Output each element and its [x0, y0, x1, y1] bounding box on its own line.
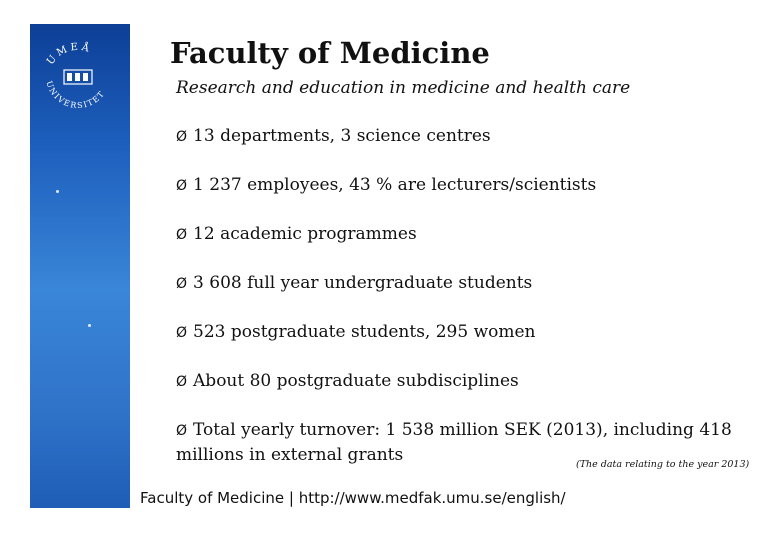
- list-item-text: About 80 postgraduate subdisciplines: [193, 371, 519, 391]
- university-seal-icon: [38, 36, 118, 116]
- arrow-bullet-icon: Ø: [176, 374, 188, 390]
- list-item-text: 1 237 employees, 43 % are lecturers/scientists: [193, 175, 597, 195]
- list-item: [176, 173, 766, 198]
- svg-text:UMEÅ: [45, 41, 93, 67]
- list-item-text: Total yearly turnover: 1 538 million SEK (2013), including 418 millions in external grants: [176, 420, 732, 465]
- list-item: [176, 271, 766, 296]
- list-item-text: 3 608 full year undergraduate students: [193, 273, 533, 293]
- sparkle-dot: [88, 324, 91, 327]
- list-item-text: 523 postgraduate students, 295 women: [193, 322, 536, 342]
- page-subtitle: Research and education in medicine and health care: [176, 78, 631, 98]
- arrow-bullet-icon: Ø: [176, 227, 188, 243]
- arrow-bullet-icon: Ø: [176, 129, 188, 145]
- list-item-text: 13 departments, 3 science centres: [193, 126, 491, 146]
- footer-text: Faculty of Medicine | http://www.medfak.umu.se/english/: [140, 489, 566, 507]
- fact-list: [176, 124, 766, 491]
- arrow-bullet-icon: Ø: [176, 423, 188, 439]
- list-item: [176, 222, 766, 247]
- list-item: [176, 369, 766, 394]
- arrow-bullet-icon: Ø: [176, 325, 188, 341]
- arrow-bullet-icon: Ø: [176, 276, 188, 292]
- list-item-text: 12 academic programmes: [193, 224, 417, 244]
- list-item: [176, 320, 766, 345]
- page-title: Faculty of Medicine: [170, 36, 490, 70]
- logo-text-bottom: UNIVERSITET: [44, 79, 107, 111]
- arrow-bullet-icon: Ø: [176, 178, 188, 194]
- sparkle-dot: [56, 190, 59, 193]
- data-year-note: (The data relating to the year 2013): [576, 459, 750, 470]
- logo-text-top: UMEÅ: [45, 41, 94, 68]
- list-item: [176, 124, 766, 149]
